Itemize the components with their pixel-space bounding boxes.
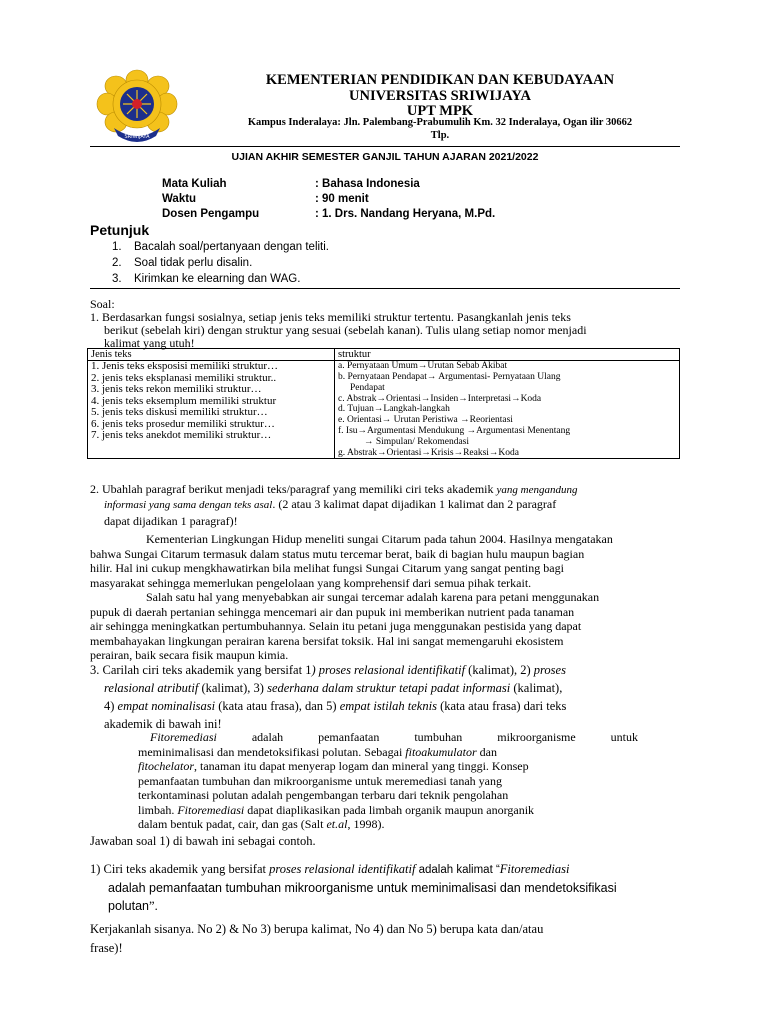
text-type-item: 1. Jenis teks eksposisi memiliki struktur… <box>91 360 278 373</box>
instruction-item <box>112 257 252 269</box>
table-right-column <box>335 361 680 459</box>
text-type-item: 6. jenis teks prosedur memiliki struktur… <box>91 417 275 430</box>
structure-item: a. Pernyataan Umum→Urutan Sebab Akibat <box>338 361 508 372</box>
q1-line2: berikut (sebelah kiri) dengan struktur yang sesuai (sebelah kanan). Tulis ulang setiap nomor menjadi <box>104 323 587 337</box>
instruction-text: Soal tidak perlu disalin. <box>134 257 253 269</box>
header-unit: UPT MPK <box>406 103 474 119</box>
structure-item: e. Orientasi→ Urutan Peristiwa →Reorientasi <box>338 415 513 426</box>
table-left-column <box>88 361 335 459</box>
meta-value-time: : 90 menit <box>315 193 369 205</box>
structure-item: f. Isu→Argumentasi Mendukung →Argumentasi Menentang <box>338 425 571 436</box>
structure-item: c. Abstrak→Orientasi→Insiden→Interpretasi→Koda <box>338 393 542 404</box>
instruction-text: Kirimkan ke elearning dan WAG. <box>134 273 301 285</box>
meta-label-lecturer: Dosen Pengampu <box>162 208 260 220</box>
example-answer: 1) Ciri teks akademik yang bersifat proses relasional identifikatif adalah kalimat “Fitoremediasi adalah pemanfaatan tumbuhan mikroorganisme untuk meminimalisasi dan mendetoksifikasi polutan”. <box>90 862 617 913</box>
text-type-item: 7. jenis teks anekdot memiliki struktur… <box>91 429 272 442</box>
text-type-item: 2. jenis teks eksplanasi memiliki struktur.. <box>91 371 277 384</box>
instruction-text: Bacalah soal/pertanyaan dengan teliti. <box>134 241 330 253</box>
instructions-title: Petunjuk <box>90 222 150 238</box>
header-university: UNIVERSITAS SRIWIJAYA <box>349 88 531 104</box>
q2-line1: 2. Ubahlah paragraf berikut menjadi teks/paragraf yang memiliki ciri teks akademik yang mengandung <box>90 482 578 496</box>
q1-line3: kalimat yang utuh! <box>104 336 195 350</box>
exam-title: UJIAN AKHIR SEMESTER GANJIL TAHUN AJARAN 2021/2022 <box>231 151 539 163</box>
address-line: Kampus Inderalaya: Jln. Palembang-Prabumulih Km. 32 Inderalaya, Ogan ilir 30662 <box>247 117 633 128</box>
matching-table <box>87 348 680 459</box>
text-type-item: 3. jenis teks rekon memiliki struktur… <box>91 383 262 396</box>
university-logo <box>94 64 180 144</box>
header-divider <box>90 146 680 147</box>
header-ministry: KEMENTERIAN PENDIDIKAN DAN KEBUDAYAAN <box>265 72 615 88</box>
phone-line: Tlp. <box>430 130 450 141</box>
structure-item: → Simpulan/ Rekomendasi <box>364 436 470 447</box>
header-address <box>190 116 690 142</box>
table-header-struktur: struktur <box>335 349 680 361</box>
answer-intro: Jawaban soal 1) di bawah ini sebagai contoh. <box>90 834 316 848</box>
structure-item: d. Tujuan→Langkah-langkah <box>338 404 450 415</box>
structure-item: b. Pernyataan Pendapat→ Argumentasi- Pernyataan Ulang <box>338 372 561 382</box>
q1-line1: 1. Berdasarkan fungsi sosialnya, setiap jenis teks memiliki struktur tertentu. Pasangkanlah jenis teks <box>90 310 571 324</box>
text-type-item: 4. jenis teks eksemplum memiliki struktur <box>91 394 277 407</box>
meta-label-time: Waktu <box>162 193 197 205</box>
instruction-number: 3. <box>112 273 122 285</box>
meta-value-course: : Bahasa Indonesia <box>315 178 420 190</box>
meta-value-lecturer: : 1. Drs. Nandang Heryana, M.Pd. <box>315 208 496 220</box>
instruction-item <box>112 241 329 253</box>
fitoremediasi-paragraph: Fitoremediasi adalah pemanfaatan tumbuhan mikroorganisme untuk meminimalisasi dan mendetoksifikasi polutan. Sebagai fitoakumulator dan fitochelator, tanaman itu dapat menyerap logam dan mineral yang tinggi. Konsep pemanfaatan tumbuhan dan mikroorganisme untuk meremediasi tanah yang terkontaminasi polutan adalah pengembangan terbaru dari teknik pengolahan limbah. Fitoremediasi dapat diaplikasikan pada limbah organik maupun anorganik dalam bentuk padat, cair, dan gas (Salt et.al, 1998). <box>138 730 638 831</box>
logo-text: SRIWIJAYA <box>124 134 150 140</box>
q2-line3: dapat dijadikan 1 paragraf)! <box>104 514 238 528</box>
structure-item: Pendapat <box>350 382 385 393</box>
instructions-divider <box>90 288 680 289</box>
meta-label-course: Mata Kuliah <box>162 178 227 190</box>
q2-line2: informasi yang sama dengan teks asal. (2 atau 3 kalimat dapat dijadikan 1 kalimat dan 2 paragraf <box>104 497 557 511</box>
structure-item: g. Abstrak→Orientasi→Krisis→Reaksi→Koda <box>338 447 520 458</box>
instruction-number: 2. <box>112 257 122 269</box>
citarum-paragraph: Kementerian Lingkungan Hidup meneliti sungai Citarum pada tahun 2004. Hasilnya mengatakan bahwa Sungai Citarum termasuk dalam status mutu tercemar berat, baik di bagian hulu maupun bagian hilir. Hal ini cukup mengkhawatirkan bila melihat fungsi Sungai Citarum yang sangat penting bagi masyarakat sehingga memerlukan pengelolaan yang komprehensif dari semua pihak terkait. Salah satu hal yang menyebabkan air sungai tercemar adalah karena para petani menggunakan pupuk di daerah pertanian sehingga mencemari air dan pupuk ini memberikan nutrient pada tanaman air sehingga meningkatkan pertumbuhannya. Selain itu petani juga menggunakan pestisida yang dapat membahayakan lingkungan perairan karena bersifat toksik. Hal ini sangat memengaruhi ekosistem perairan, baik secara fisik maupun kimia. <box>90 532 613 662</box>
soal-label: Soal: <box>90 297 115 311</box>
table-header-jenis: Jenis teks <box>88 349 335 361</box>
instruction-number: 1. <box>112 241 122 253</box>
closing-instruction: Kerjakanlah sisanya. No 2) & No 3) berupa kalimat, No 4) dan No 5) berupa kata dan/atau frase)! <box>90 922 544 955</box>
q3-question: 3. Carilah ciri teks akademik yang bersifat 1) proses relasional identifikatif (kalimat), 2) proses relasional atributif (kalimat), 3) sederhana dalam struktur tetapi padat informasi (kalimat), 4) empat nominalisasi (kata atau frasa), dan 5) empat istilah teknis (kata atau frasa) dari teks akademik di bawah ini! <box>90 663 567 731</box>
instruction-item <box>112 273 300 285</box>
text-type-item: 5. jenis teks diskusi memiliki struktur… <box>91 406 268 419</box>
